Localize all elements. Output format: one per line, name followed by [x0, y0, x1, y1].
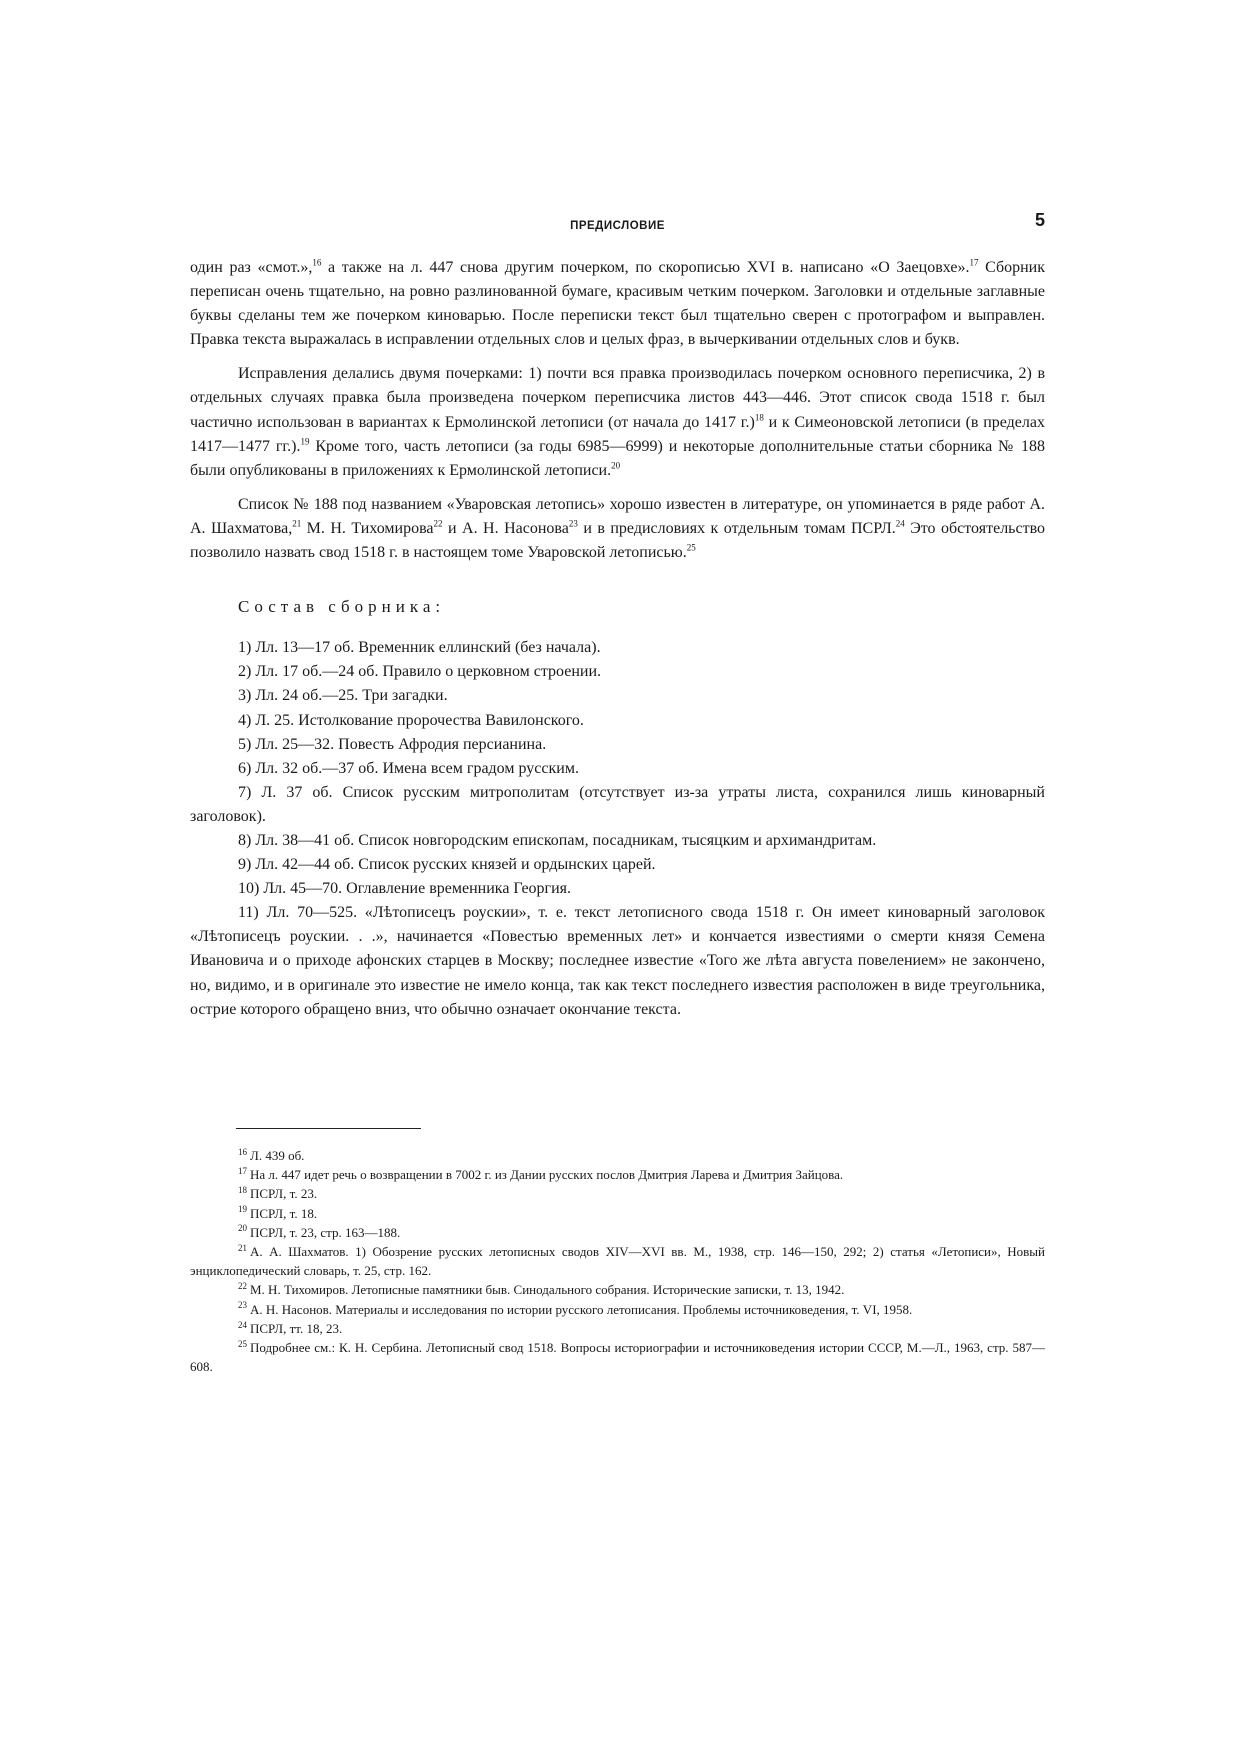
contents-item: 1) Лл. 13—17 об. Временник еллинский (без начала).	[238, 639, 601, 657]
footnote-ref-17: 17	[969, 257, 979, 268]
contents-item: 3) Лл. 24 об.—25. Три загадки.	[238, 687, 448, 705]
footnote-number: 17	[238, 1165, 247, 1176]
footnote: $^{23}$ А. Н. Насонов. Материалы и исследования по истории русского летописания. Проблемы источниковедения, т. VI, 1958.	[238, 1300, 913, 1317]
running-header	[190, 210, 1045, 238]
contents-item: 6) Лл. 32 об.—37 об. Имена всем градом русским.	[238, 759, 579, 777]
footnote-ref-21: 21	[292, 518, 302, 529]
footnote-ref-16: 16	[312, 257, 322, 268]
paragraph-1: один раз «смот.»,$^{16}$ а также на л. 447 снова другим почерком, по скорописью XVI в. написано «О Заецовхе».$^{17}$ Сборник переписан очень тщательно, на ровно разлинованной бумаге, красивым четким почерком. Заголовки и отдельные заглавные буквы сделаны тем же почерком киноварью. После переписки текст был тщательно сверен с протографом и выправлен. Правка текста выражалась в исправлении отдельных слов и целых фраз, в вычеркивании отдельных слов и букв.	[190, 257, 1046, 349]
footnote-divider	[236, 1128, 421, 1129]
footnote-number: 18	[238, 1185, 247, 1196]
footnote-ref-23: 23	[568, 518, 578, 529]
footnote-number: 22	[238, 1281, 247, 1292]
footnote-ref-25: 25	[686, 542, 696, 553]
contents-item: 9) Лл. 42—44 об. Список русских князей и ордынских царей.	[238, 856, 656, 874]
footnote: $^{24}$ ПСРЛ, тт. 18, 23.	[238, 1319, 343, 1336]
footnote-ref-22: 22	[433, 518, 443, 529]
footnote: $^{21}$ А. А. Шахматов. 1) Обозрение русских летописных сводов XIV—XVI вв. М., 1938, стр. 146—150, 292; 2) статья «Летописи», Новый энциклопедический словарь, т. 25, стр. 162.	[190, 1242, 1045, 1279]
contents-list	[190, 636, 1045, 1022]
footnote-number: 20	[238, 1223, 247, 1234]
footnote: $^{22}$ М. Н. Тихомиров. Летописные памятники быв. Синодального собрания. Исторические записки, т. 13, 1942.	[238, 1281, 845, 1298]
contents-item: 4) Л. 25. Истолкование пророчества Вавилонского.	[238, 711, 584, 729]
footnote: $^{19}$ ПСРЛ, т. 18.	[238, 1204, 318, 1221]
footnote-number: 24	[238, 1319, 247, 1330]
paragraph-2: Исправления делались двумя почерками: 1) почти вся правка производилась почерком основного переписчика, 2) в отдельных случаях правка была произведена почерком переписчика листов 443—446. Этот список свода 1518 г. был частично использован в вариантах к Ермолинской летописи (от начала до 1417 г.)$^{18}$ и к Симеоновской летописи (в пределах 1417—1477 гг.).$^{19}$ Кроме того, часть летописи (за годы 6985—6999) и некоторые дополнительные статьи сборника № 188 были опубликованы в приложениях к Ермолинской летописи.$^{20}$	[190, 365, 1045, 479]
footnote-ref-19: 19	[300, 436, 310, 447]
contents-item: 2) Лл. 17 об.—24 об. Правило о церковном строении.	[238, 663, 602, 681]
footnote: $^{18}$ ПСРЛ, т. 23.	[238, 1185, 318, 1202]
footnote: $^{16}$ Л. 439 об.	[238, 1146, 305, 1163]
body-text	[190, 256, 1045, 1022]
running-title: ПРЕДИСЛОВИЕ	[570, 220, 665, 232]
footnote: $^{25}$ Подробнее см.: К. Н. Сербина. Летописный свод 1518. Вопросы историографии и источниковедения истории СССР, М.—Л., 1963, стр. 587—608.	[190, 1338, 1045, 1375]
footnote-number: 16	[238, 1146, 247, 1157]
contents-item: 10) Лл. 45—70. Оглавление временника Георгия.	[238, 880, 572, 898]
footnote-number: 19	[238, 1204, 247, 1215]
contents-item: 5) Лл. 25—32. Повесть Афродия персианина.	[238, 735, 547, 753]
contents-heading: Состав сборника:	[238, 597, 446, 617]
footnote: $^{17}$ На л. 447 идет речь о возвращении в 7002 г. из Дании русских послов Дмитрия Ларева и Дмитрия Зайцова.	[238, 1165, 844, 1183]
contents-item: 7) Л. 37 об. Список русским митрополитам (отсутствует из-за утраты листа, сохранился лишь киноварный заголовок).	[190, 783, 1045, 825]
contents-item: 11) Лл. 70—525. «Лѣтописецъ роускии», т. е. текст летописного свода 1518 г. Он имеет киноварный заголовок «Лѣтописецъ роускии. . .», начинается «Повестью временных лет» и кончается известиями о смерти князя Семена Ивановича и о приходе афонских старцев в Москву; последнее известие «Того же лѣта августа повелением» не закончено, но, видимо, и в оригинале это известие не имело конца, так как текст последнего известия расположен в виде треугольника, острие которого обращено вниз, что обычно означает окончание текста.	[190, 904, 1045, 1018]
footnote-number: 21	[238, 1242, 247, 1253]
footnote: $^{20}$ ПСРЛ, т. 23, стр. 163—188.	[238, 1223, 401, 1240]
paragraph-3: Список № 188 под названием «Уваровская летопись» хорошо известен в литературе, он упоминается в ряде работ А. А. Шахматова,$^{21}$ М. Н. Тихомирова$^{22}$ и А. Н. Насонова$^{23}$ и в предисловиях к отдельным томам ПСРЛ.$^{24}$ Это обстоятельство позволило назвать свод 1518 г. в настоящем томе Уваровской летописью.$^{25}$	[190, 495, 1046, 562]
contents-item: 8) Лл. 38—41 об. Список новгородским епископам, посадникам, тысяцким и архимандритам.	[238, 831, 877, 849]
footnote-ref-24: 24	[895, 518, 905, 529]
footnotes	[190, 1146, 1045, 1376]
footnote-ref-20: 20	[611, 460, 621, 471]
page-number: 5	[1034, 210, 1045, 230]
footnote-number: 23	[238, 1300, 247, 1311]
footnote-number: 25	[238, 1338, 247, 1349]
footnote-ref-18: 18	[754, 412, 764, 423]
